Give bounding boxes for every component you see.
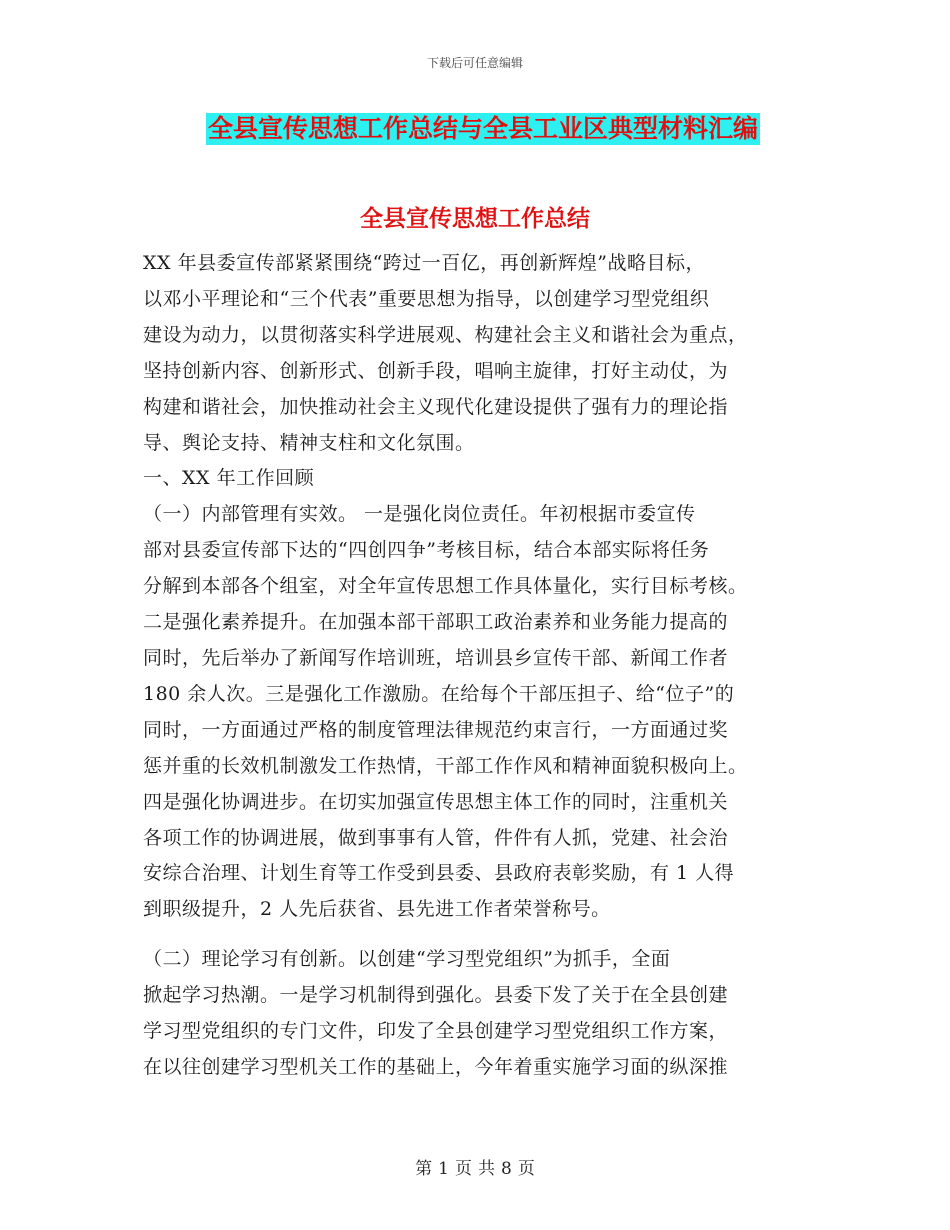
text-line: 在以往创建学习型机关工作的基础上，今年着重实施学习面的纵深推 bbox=[143, 1055, 729, 1078]
main-title: 全县宣传思想工作总结与全县工业区典型材料汇编 bbox=[208, 114, 759, 143]
text-line: 到职级提升，2 人先后获省、县先进工作者荣誉称号。 bbox=[143, 898, 611, 921]
text-line: 掀起学习热潮。一是学习机制得到强化。县委下发了关于在全县创建 bbox=[143, 984, 729, 1007]
section-title: 全县宣传思想工作总结 bbox=[360, 205, 590, 232]
text-line: 导、舆论支持、精神支柱和文化氛围。 bbox=[143, 431, 475, 454]
total-pages: 8 bbox=[501, 1159, 512, 1179]
text-line: 构建和谐社会，加快推动社会主义现代化建设提供了强有力的理论指 bbox=[143, 395, 729, 418]
text-line: 部对县委宣传部下达的“四创四争”考核目标，结合本部实际将任务 bbox=[143, 539, 710, 562]
text-line: 同时，一方面通过严格的制度管理法律规范约束言行，一方面通过奖 bbox=[143, 718, 729, 741]
text-line: 同时，先后举办了新闻写作培训班，培训县乡宣传干部、新闻工作者 bbox=[143, 646, 729, 669]
text-line: 一、XX 年工作回顾 bbox=[143, 467, 315, 490]
text-line: 学习型党组织的专门文件，印发了全县创建学习型党组织工作方案， bbox=[143, 1020, 729, 1043]
page-label-unit: 页 bbox=[455, 1159, 472, 1179]
text-line: 惩并重的长效机制激发工作热情，干部工作作风和精神面貌积极向上。 bbox=[143, 754, 748, 777]
total-label-prefix: 共 bbox=[478, 1159, 495, 1179]
page-footer bbox=[0, 1154, 950, 1179]
text-line: 各项工作的协调进展，做到事事有人管，件件有人抓，党建、社会治 bbox=[143, 826, 729, 849]
total-label-unit: 页 bbox=[517, 1159, 535, 1179]
page-number: 1 bbox=[438, 1159, 449, 1179]
text-line: 分解到本部各个组室，对全年宣传思想工作具体量化，实行目标考核。 bbox=[143, 575, 748, 598]
page-label-prefix: 第 bbox=[415, 1159, 433, 1179]
text-line: 四是强化协调进步。在切实加强宣传思想主体工作的同时，注重机关 bbox=[143, 790, 729, 813]
text-line: 安综合治理、计划生育等工作受到县委、县政府表彰奖励，有 1 人得 bbox=[143, 862, 735, 885]
text-line: 二是强化素养提升。在加强本部干部职工政治素养和业务能力提高的 bbox=[143, 611, 729, 634]
text-line: （二）理论学习有创新。以创建“学习型党组织”为抓手，全面 bbox=[143, 948, 671, 971]
text-line: （一）内部管理有实效。 一是强化岗位责任。年初根据市委宣传 bbox=[143, 503, 696, 526]
text-line: XX 年县委宣传部紧紧围绕“跨过一百亿，再创新辉煌”战略目标， bbox=[143, 252, 706, 274]
text-line: 建设为动力，以贯彻落实科学进展观、构建社会主义和谐社会为重点， bbox=[143, 323, 748, 346]
text-line: 180 余人次。三是强化工作激励。在给每个干部压担子、给“位子”的 bbox=[143, 682, 735, 705]
text-line: 坚持创新内容、创新形式、创新手段，唱响主旋律，打好主动仗，为 bbox=[143, 359, 729, 382]
header-note: 下载后可任意编辑 bbox=[426, 56, 523, 70]
text-line: 以邓小平理论和“三个代表”重要思想为指导，以创建学习型党组织 bbox=[143, 287, 710, 310]
body-text bbox=[143, 246, 815, 1086]
